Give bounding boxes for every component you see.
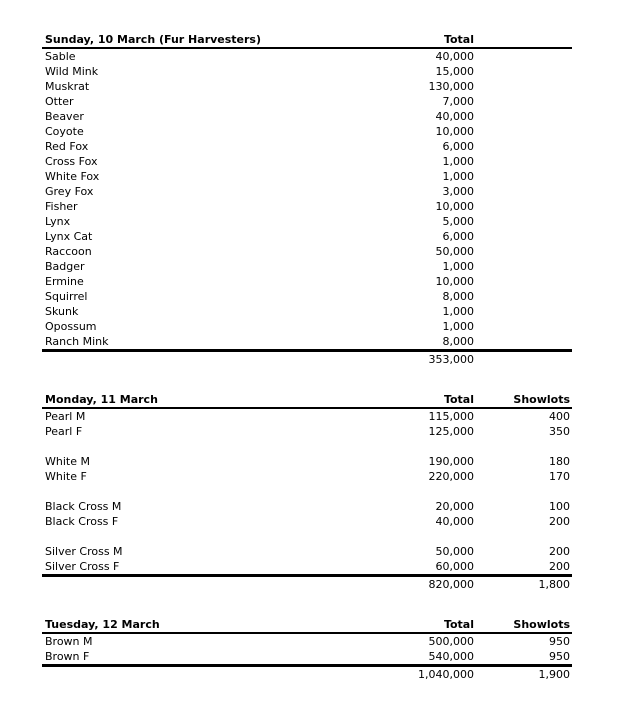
item-name: Black Cross F: [45, 515, 119, 528]
item-total: 10,000: [435, 200, 474, 213]
item-total: 6,000: [442, 140, 474, 153]
item-total: 50,000: [435, 545, 474, 558]
grand-total-value: 820,000: [428, 578, 474, 591]
table-row: [42, 274, 572, 289]
table-row: [42, 649, 572, 667]
table-body: [42, 49, 572, 352]
showlots-column-header: Showlots: [513, 393, 570, 406]
item-total: 130,000: [428, 80, 474, 93]
table-header: [42, 618, 572, 634]
table-row: [42, 139, 572, 154]
item-name: Skunk: [45, 305, 79, 318]
table-row: [42, 424, 572, 439]
item-total: 6,000: [442, 230, 474, 243]
grand-total-row: [42, 352, 572, 367]
item-total: 125,000: [428, 425, 474, 438]
item-total: 7,000: [442, 95, 474, 108]
grand-total-value: 353,000: [428, 353, 474, 366]
item-showlots: 950: [549, 635, 570, 648]
item-name: Cross Fox: [45, 155, 98, 168]
total-column-header: Total: [443, 393, 474, 406]
table-row: [42, 544, 572, 559]
item-total: 1,000: [442, 170, 474, 183]
table-row: [42, 64, 572, 79]
item-name: Silver Cross M: [45, 545, 123, 558]
table-row: [42, 559, 572, 577]
table-row: [42, 499, 572, 514]
table-header: [42, 393, 572, 409]
item-name: Wild Mink: [45, 65, 99, 78]
grand-total-row: [42, 667, 572, 682]
table-row: [42, 124, 572, 139]
item-showlots: 200: [549, 545, 570, 558]
table-row: [42, 214, 572, 229]
table-row: [42, 304, 572, 319]
item-showlots: 950: [549, 650, 570, 663]
section-title: Sunday, 10 March (Fur Harvesters): [45, 33, 262, 46]
group-spacer: [42, 484, 572, 499]
table-row: [42, 244, 572, 259]
item-total: 1,000: [442, 260, 474, 273]
grand-showlots-value: 1,800: [538, 578, 570, 591]
item-name: Red Fox: [45, 140, 89, 153]
item-name: Muskrat: [45, 80, 90, 93]
item-total: 8,000: [442, 335, 474, 348]
item-name: Otter: [45, 95, 74, 108]
item-name: Ranch Mink: [45, 335, 109, 348]
item-name: Pearl F: [45, 425, 83, 438]
table-row: [42, 79, 572, 94]
table-row: [42, 199, 572, 214]
item-total: 1,000: [442, 305, 474, 318]
item-total: 40,000: [435, 110, 474, 123]
item-total: 115,000: [428, 410, 474, 423]
table-row: [42, 259, 572, 274]
item-name: Brown M: [45, 635, 93, 648]
item-total: 5,000: [442, 215, 474, 228]
item-name: Silver Cross F: [45, 560, 120, 573]
table-body: [42, 409, 572, 577]
table-row: [42, 229, 572, 244]
item-showlots: 400: [549, 410, 570, 423]
item-total: 10,000: [435, 125, 474, 138]
item-name: Ermine: [45, 275, 84, 288]
item-name: Lynx Cat: [45, 230, 93, 243]
item-total: 50,000: [435, 245, 474, 258]
grand-total-row: [42, 577, 572, 592]
showlots-column-header: Showlots: [513, 618, 570, 631]
tuesday-sale-table: [42, 618, 572, 682]
table-row: [42, 514, 572, 529]
item-name: Grey Fox: [45, 185, 94, 198]
table-row: [42, 94, 572, 109]
item-total: 60,000: [435, 560, 474, 573]
monday-sale-table: [42, 393, 572, 592]
item-showlots: 100: [549, 500, 570, 513]
table-row: [42, 409, 572, 424]
item-total: 1,000: [442, 320, 474, 333]
item-name: Sable: [45, 50, 76, 63]
item-name: Raccoon: [45, 245, 92, 258]
item-showlots: 200: [549, 560, 570, 573]
item-total: 10,000: [435, 275, 474, 288]
grand-total-value: 1,040,000: [418, 668, 474, 681]
sunday-sale-table: [42, 33, 572, 367]
table-row: [42, 334, 572, 352]
item-total: 40,000: [435, 515, 474, 528]
item-name: Beaver: [45, 110, 84, 123]
item-total: 500,000: [428, 635, 474, 648]
table-body: [42, 634, 572, 667]
item-total: 220,000: [428, 470, 474, 483]
item-name: Brown F: [45, 650, 90, 663]
item-total: 190,000: [428, 455, 474, 468]
item-total: 1,000: [442, 155, 474, 168]
item-showlots: 180: [549, 455, 570, 468]
item-name: White Fox: [45, 170, 100, 183]
item-name: Pearl M: [45, 410, 86, 423]
grand-showlots-value: 1,900: [538, 668, 570, 681]
item-name: Black Cross M: [45, 500, 122, 513]
item-showlots: 170: [549, 470, 570, 483]
item-total: 3,000: [442, 185, 474, 198]
table-row: [42, 634, 572, 649]
table-row: [42, 454, 572, 469]
table-header: [42, 33, 572, 49]
item-total: 15,000: [435, 65, 474, 78]
total-column-header: Total: [443, 33, 474, 46]
item-total: 540,000: [428, 650, 474, 663]
group-spacer: [42, 529, 572, 544]
item-name: White M: [45, 455, 90, 468]
item-total: 40,000: [435, 50, 474, 63]
table-row: [42, 154, 572, 169]
item-name: Fisher: [45, 200, 78, 213]
table-row: [42, 469, 572, 484]
table-row: [42, 319, 572, 334]
total-column-header: Total: [443, 618, 474, 631]
item-name: White F: [45, 470, 87, 483]
item-showlots: 200: [549, 515, 570, 528]
table-row: [42, 109, 572, 124]
item-name: Badger: [45, 260, 85, 273]
section-title: Monday, 11 March: [45, 393, 158, 406]
table-row: [42, 49, 572, 64]
table-row: [42, 169, 572, 184]
item-total: 8,000: [442, 290, 474, 303]
item-name: Opossum: [45, 320, 97, 333]
item-name: Lynx: [45, 215, 71, 228]
group-spacer: [42, 439, 572, 454]
item-total: 20,000: [435, 500, 474, 513]
table-row: [42, 289, 572, 304]
item-name: Coyote: [45, 125, 84, 138]
item-name: Squirrel: [45, 290, 88, 303]
section-title: Tuesday, 12 March: [45, 618, 160, 631]
table-row: [42, 184, 572, 199]
item-showlots: 350: [549, 425, 570, 438]
